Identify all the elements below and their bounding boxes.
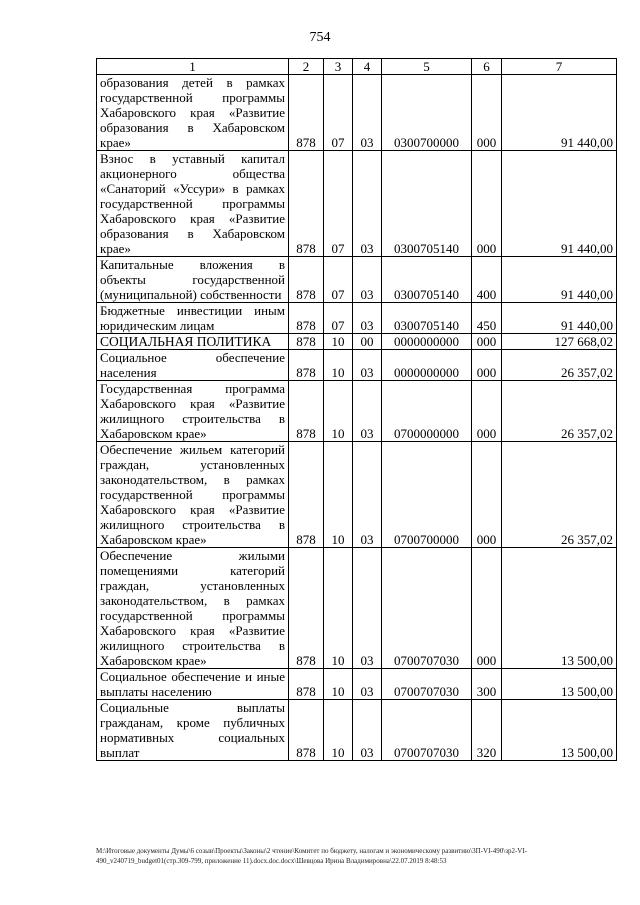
row-ministry-code: 878 bbox=[289, 151, 324, 257]
row-section-code: 10 bbox=[324, 381, 353, 442]
column-header: 2 bbox=[289, 59, 324, 75]
row-subsection-code: 03 bbox=[353, 548, 382, 669]
row-name: образования детей в рамках государственной программы Хабаровского края «Развитие образования в Хабаровском крае» bbox=[97, 75, 289, 151]
row-amount: 26 357,02 bbox=[502, 350, 617, 381]
row-ministry-code: 878 bbox=[289, 669, 324, 700]
table-row bbox=[97, 257, 617, 303]
row-name: Социальное обеспечение и иные выплаты населению bbox=[97, 669, 289, 700]
column-header: 3 bbox=[324, 59, 353, 75]
row-target-code: 0000000000 bbox=[382, 334, 472, 350]
column-header: 7 bbox=[502, 59, 617, 75]
row-section-code: 10 bbox=[324, 442, 353, 548]
row-expense-type: 000 bbox=[472, 75, 502, 151]
row-expense-type: 450 bbox=[472, 303, 502, 334]
table-row bbox=[97, 548, 617, 669]
column-header: 1 bbox=[97, 59, 289, 75]
row-subsection-code: 03 bbox=[353, 75, 382, 151]
row-name: Взнос в уставный капитал акционерного общества «Санаторий «Уссури» в рамках государственной программы Хабаровского края «Развитие образования в Хабаровском крае» bbox=[97, 151, 289, 257]
row-section-code: 07 bbox=[324, 151, 353, 257]
row-expense-type: 000 bbox=[472, 350, 502, 381]
row-amount: 26 357,02 bbox=[502, 442, 617, 548]
table-row bbox=[97, 151, 617, 257]
row-amount: 91 440,00 bbox=[502, 151, 617, 257]
row-subsection-code: 03 bbox=[353, 151, 382, 257]
row-ministry-code: 878 bbox=[289, 334, 324, 350]
row-name: Социальные выплаты гражданам, кроме публичных нормативных социальных выплат bbox=[97, 700, 289, 761]
row-section-code: 10 bbox=[324, 548, 353, 669]
row-subsection-code: 03 bbox=[353, 442, 382, 548]
page-number: 754 bbox=[309, 30, 331, 45]
row-target-code: 0700000000 bbox=[382, 381, 472, 442]
row-subsection-code: 03 bbox=[353, 700, 382, 761]
row-expense-type: 400 bbox=[472, 257, 502, 303]
row-ministry-code: 878 bbox=[289, 75, 324, 151]
row-amount: 127 668,02 bbox=[502, 334, 617, 350]
row-target-code: 0700707030 bbox=[382, 548, 472, 669]
row-section-code: 10 bbox=[324, 334, 353, 350]
row-name: Капитальные вложения в объекты государственной (муниципальной) собственности bbox=[97, 257, 289, 303]
row-ministry-code: 878 bbox=[289, 442, 324, 548]
budget-table bbox=[96, 58, 617, 761]
row-name: Государственная программа Хабаровского края «Развитие жилищного строительства в Хабаровском крае» bbox=[97, 381, 289, 442]
row-name: Обеспечение жилыми помещениями категорий граждан, установленных законодательством, в рамках государственной программы Хабаровского края «Развитие жилищного строительства в Хабаровском крае» bbox=[97, 548, 289, 669]
row-target-code: 0300705140 bbox=[382, 257, 472, 303]
row-target-code: 0300700000 bbox=[382, 75, 472, 151]
row-amount: 13 500,00 bbox=[502, 700, 617, 761]
column-header: 4 bbox=[353, 59, 382, 75]
footer-line: M:\Итоговые документы Думы\6 созыв\Проекты\Законы\2 чтение\Комитет по бюджету, налогам и экономическому развитию\3П-VI-490\зр2-VI- bbox=[96, 847, 528, 855]
row-amount: 91 440,00 bbox=[502, 257, 617, 303]
table-row bbox=[97, 381, 617, 442]
row-target-code: 0700707030 bbox=[382, 669, 472, 700]
row-section-code: 07 bbox=[324, 303, 353, 334]
row-target-code: 0000000000 bbox=[382, 350, 472, 381]
row-subsection-code: 03 bbox=[353, 303, 382, 334]
row-name: Обеспечение жильем категорий граждан, установленных законодательством, в рамках государственной программы Хабаровского края «Развитие жилищного строительства в Хабаровском крае» bbox=[97, 442, 289, 548]
table-row bbox=[97, 303, 617, 334]
row-target-code: 0700707030 bbox=[382, 700, 472, 761]
column-header: 5 bbox=[382, 59, 472, 75]
table-row bbox=[97, 700, 617, 761]
row-amount: 13 500,00 bbox=[502, 548, 617, 669]
table-row-section bbox=[97, 334, 617, 350]
table-row bbox=[97, 350, 617, 381]
row-expense-type: 300 bbox=[472, 669, 502, 700]
row-section-code: 10 bbox=[324, 350, 353, 381]
row-expense-type: 000 bbox=[472, 442, 502, 548]
row-target-code: 0700700000 bbox=[382, 442, 472, 548]
row-expense-type: 000 bbox=[472, 548, 502, 669]
row-target-code: 0300705140 bbox=[382, 303, 472, 334]
row-amount: 26 357,02 bbox=[502, 381, 617, 442]
row-expense-type: 320 bbox=[472, 700, 502, 761]
table-header-row bbox=[97, 59, 617, 75]
footer-line: 490_v240719_budget01(стр.309-799, приложение 11).docx.doc.docx\Шевцова Ирина Владимировна\22.07.2019 8:48:53 bbox=[96, 857, 447, 865]
column-header: 6 bbox=[472, 59, 502, 75]
row-amount: 91 440,00 bbox=[502, 303, 617, 334]
row-expense-type: 000 bbox=[472, 381, 502, 442]
row-subsection-code: 00 bbox=[353, 334, 382, 350]
row-name: Социальное обеспечение населения bbox=[97, 350, 289, 381]
row-name: СОЦИАЛЬНАЯ ПОЛИТИКА bbox=[97, 334, 289, 350]
row-subsection-code: 03 bbox=[353, 669, 382, 700]
row-ministry-code: 878 bbox=[289, 303, 324, 334]
row-section-code: 10 bbox=[324, 700, 353, 761]
row-expense-type: 000 bbox=[472, 151, 502, 257]
row-ministry-code: 878 bbox=[289, 350, 324, 381]
row-subsection-code: 03 bbox=[353, 257, 382, 303]
table-row bbox=[97, 442, 617, 548]
row-expense-type: 000 bbox=[472, 334, 502, 350]
table-row bbox=[97, 669, 617, 700]
row-amount: 91 440,00 bbox=[502, 75, 617, 151]
table-row bbox=[97, 75, 617, 151]
row-target-code: 0300705140 bbox=[382, 151, 472, 257]
row-ministry-code: 878 bbox=[289, 381, 324, 442]
row-subsection-code: 03 bbox=[353, 381, 382, 442]
row-section-code: 07 bbox=[324, 257, 353, 303]
row-section-code: 10 bbox=[324, 669, 353, 700]
row-section-code: 07 bbox=[324, 75, 353, 151]
row-name: Бюджетные инвестиции иным юридическим лицам bbox=[97, 303, 289, 334]
row-ministry-code: 878 bbox=[289, 257, 324, 303]
row-ministry-code: 878 bbox=[289, 548, 324, 669]
row-ministry-code: 878 bbox=[289, 700, 324, 761]
file-path-footer bbox=[96, 846, 621, 866]
row-subsection-code: 03 bbox=[353, 350, 382, 381]
row-amount: 13 500,00 bbox=[502, 669, 617, 700]
